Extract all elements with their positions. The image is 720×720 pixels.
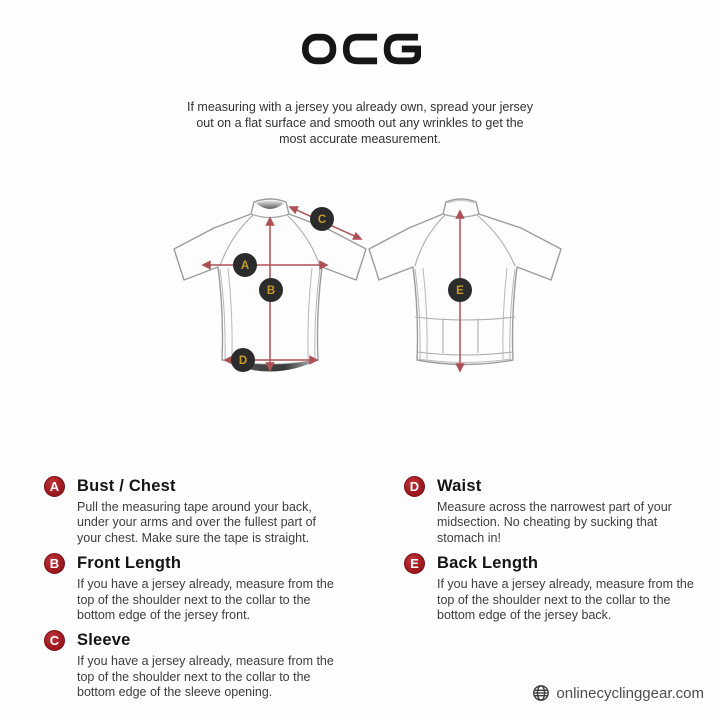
marker-letter-b: B [266, 285, 276, 298]
measurement-desc-bust-chest: Pull the measuring tape around your back, under your arms and over the fullest part of your chest. Make sure the tape is straight. [77, 500, 317, 545]
marker-letter-c: C [317, 214, 327, 227]
measurement-desc-sleeve: If you have a jersey already, measure from the top of the shoulder next to the collar to the bottom edge of the sleeve opening. [77, 654, 334, 699]
marker-letter-a: A [240, 260, 250, 273]
badge-b: B [44, 553, 65, 574]
intro-instructions: If measuring with a jersey you already own, spread your jersey out on a flat surface and smooth out any wrinkles to get the most accurate measurement. [187, 99, 533, 146]
globe-icon [532, 684, 550, 702]
jersey-back-diagram [365, 193, 565, 393]
measurement-item-back-length [404, 553, 714, 623]
footer [532, 684, 704, 702]
measurement-title-bust-chest: Bust / Chest [77, 477, 176, 495]
measurement-desc-back-length: If you have a jersey already, measure from the top of the shoulder next to the collar to the bottom edge of the jersey back. [437, 577, 694, 622]
measurement-item-front-length [44, 553, 354, 623]
measurement-item-bust-chest [44, 476, 354, 546]
jersey-front-diagram [170, 193, 370, 393]
measurement-title-sleeve: Sleeve [77, 631, 131, 650]
measurement-item-waist [404, 476, 714, 546]
footer-website: onlinecyclinggear.com [556, 684, 704, 702]
measurements-column-right [404, 476, 714, 630]
back-markers [448, 278, 472, 302]
badge-d: D [404, 476, 425, 497]
ocg-logo-icon [299, 30, 421, 68]
measurement-title-back-length: Back Length [437, 554, 539, 573]
measurement-desc-waist: Measure across the narrowest part of your midsection. No cheating by sucking that stomach in! [437, 500, 672, 545]
measurement-item-sleeve [44, 630, 354, 700]
marker-letter-e: E [456, 285, 464, 298]
marker-letter-d: D [238, 355, 248, 368]
measurements-column-left [44, 476, 354, 707]
measurement-title-front-length: Front Length [77, 554, 182, 573]
badge-c: C [44, 630, 65, 651]
measurement-desc-front-length: If you have a jersey already, measure from the top of the shoulder next to the collar to the bottom edge of the jersey front. [77, 577, 334, 622]
measurement-title-waist: Waist [437, 477, 482, 495]
badge-a: A [44, 476, 65, 497]
badge-e: E [404, 553, 425, 574]
ocg-logo [0, 30, 720, 73]
